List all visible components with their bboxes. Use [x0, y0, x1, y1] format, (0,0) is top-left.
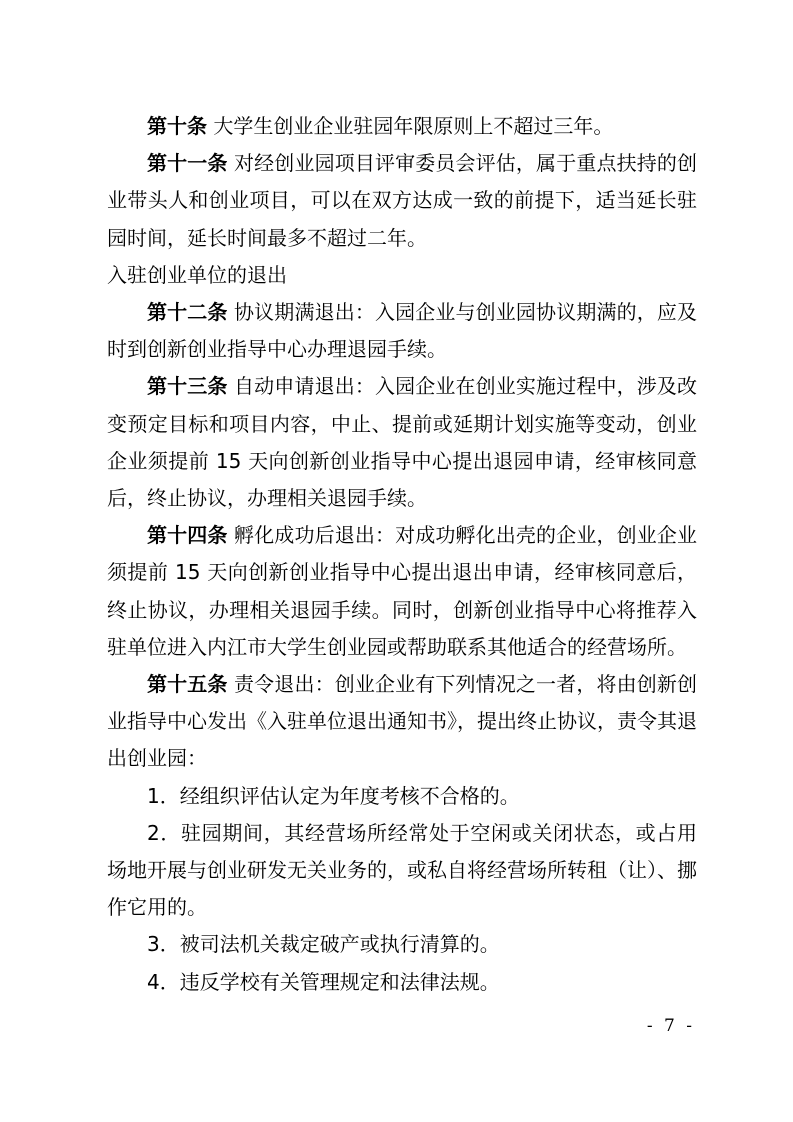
- article-11-head: 第十一条: [147, 151, 228, 176]
- article-13-head: 第十三条: [147, 374, 228, 399]
- page-number: - 7 -: [646, 1016, 695, 1036]
- article-14-text: 孵化成功后退出：对成功孵化出壳的企业，创业企业须提前 15 天向创新创业指导中心提出退出申请，经审核同意后，终止协议，办理相关退园手续。同时，创新创业指导中心将推荐入驻单位进入内江市大学生创业园或帮助联系其他适合的经营场所。: [107, 523, 698, 659]
- article-10: [107, 108, 697, 145]
- article-15-head: 第十五条: [147, 672, 228, 697]
- article-13: [107, 368, 697, 517]
- section-heading: 入驻创业单位的退出: [107, 262, 287, 287]
- article-11: [107, 145, 697, 257]
- article-13-text: 自动申请退出：入园企业在创业实施过程中，涉及改变预定目标和项目内容，中止、提前或延期计划实施等变动，创业企业须提前 15 天向创新创业指导中心提出退园申请，经审核同意后，终止协议，办理相关退园手续。: [107, 374, 698, 511]
- article-15-text: 责令退出：创业企业有下列情况之一者，将由创新创业指导中心发出《入驻单位退出通知书》，提出终止协议，责令其退出创业园：: [107, 672, 698, 771]
- condition-item-2: 2．驻园期间，其经营场所经常处于空闲或关闭状态，或占用场地开展与创业研发无关业务的，或私自将经营场所转租（让）、挪作它用的。: [107, 820, 697, 920]
- condition-item-3: 3．被司法机关裁定破产或执行清算的。: [147, 932, 500, 957]
- article-14: [107, 517, 697, 666]
- article-14-head: 第十四条: [147, 523, 228, 548]
- article-12: [107, 294, 697, 368]
- article-10-head: 第十条: [147, 114, 207, 138]
- condition-item-4: 4．违反学校有关管理规定和法律法规。: [147, 969, 500, 994]
- article-11-text: 对经创业园项目评审委员会评估，属于重点扶持的创业带头人和创业项目，可以在双方达成一致的前提下，适当延长驻园时间，延长时间最多不超过二年。: [107, 151, 698, 250]
- article-15: [107, 666, 697, 778]
- article-12-head: 第十二条: [147, 300, 228, 325]
- article-10-text: 大学生创业企业驻园年限原则上不超过三年。: [207, 114, 614, 138]
- article-12-text: 协议期满退出：入园企业与创业园协议期满的，应及时到创新创业指导中心办理退园手续。: [107, 300, 698, 362]
- document-body: [107, 108, 697, 1001]
- condition-item-1: 1．经组织评估认定为年度考核不合格的。: [147, 783, 520, 808]
